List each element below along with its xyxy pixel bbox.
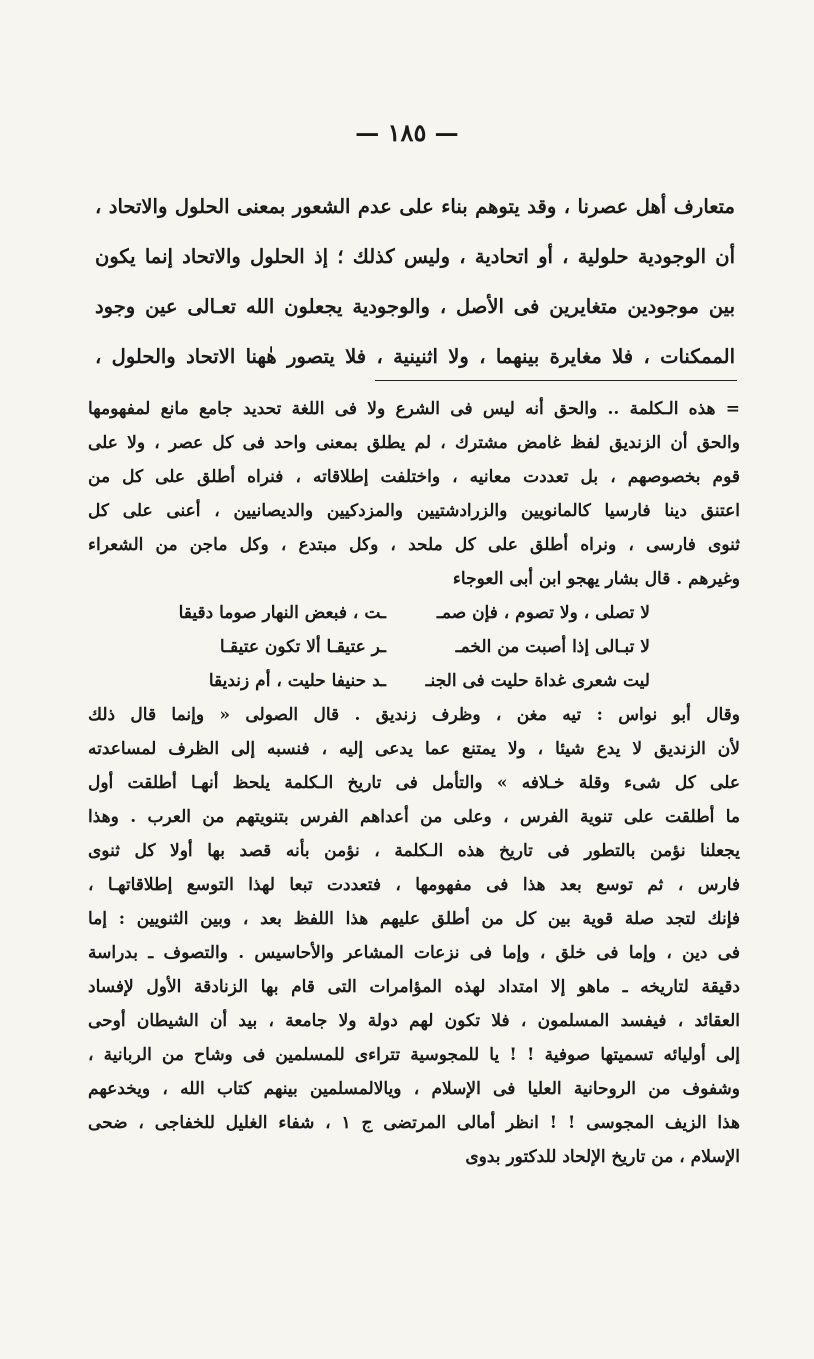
footnote-line: على كل شىء وقلة خـلافه » والتأمل فى تاريخ الـكلمة يلحظ أنهـا أطلقت أول	[88, 773, 740, 793]
main-text	[95, 182, 735, 382]
footnote-line: يجعلنا نؤمن بالتطور فى تاريخ هذه الـكلمة ، نؤمن بأنه قصد بها أولا كل ثنوى	[88, 841, 740, 861]
footnote-line: إلى أوليائه تسميتها صوفية ! ! يا للمجوسية تتراءى للمسلمين فى وشاح من الربانية ،	[88, 1045, 740, 1065]
main-text-line: أن الوجودية حلولية ، أو اتحادية ، وليس كذلك ؛ إذ الحلول والاتحاد إنما يكون	[95, 245, 735, 268]
footnote	[88, 392, 740, 1174]
footnote-line: فى دين ، وإما فى خلق ، وإما فى نزعات المشاعر والأحاسيس . والتصوف ـ بدراسة	[88, 943, 740, 963]
footnote-line: قوم بخصوصهم ، بل تعددت معانيه ، واختلفت إطلاقاته ، فنراه أطلق على كل من	[88, 467, 740, 487]
footnote-line: فإنك لتجد صلة قوية بين كل من أطلق عليهم هذا اللفظ بعد ، وبين الثنويين : إما	[88, 909, 740, 929]
footnote-line: وشفوف من الروحانية العليا فى الإسلام ، ويالالمسلمين بينهم كتاب الله ، ويخدعهم	[88, 1079, 740, 1099]
poem-second-hemistich: ـر عتيقـا ألا تكون عتيقـا	[219, 637, 386, 657]
poem-first-hemistich: لا تصلى ، ولا تصوم ، فإن صمـ	[436, 603, 650, 623]
poem-first-hemistich: لا تبـالى إذا أصبت من الخمـ	[455, 637, 650, 657]
footnote-divider	[375, 380, 737, 381]
footnote-line: لأن الزنديق لا يدع شيئا ، ولا يمتنع عما يدعى إليه ، فنسبه إلى الظرف لمساعدته	[88, 739, 740, 759]
poem-verse	[88, 664, 740, 698]
footnote-line: والحق أن الزنديق لفظ غامض مشترك ، لم يطلق بمعنى واحد فى كل عصر ، ولا على	[88, 433, 740, 453]
footnote-line: فارس ، ثم توسع بعد هذا فى مفهومها ، فتعددت تبعا لهذا التوسع إطلاقاتهـا ،	[88, 875, 740, 895]
poem-verse	[88, 596, 740, 630]
footnote-line: ثنوى فارسى ، ونراه أطلق على كل ملحد ، وكل مبتدع ، وكل ماجن من الشعراء	[88, 535, 740, 555]
footnote-line: اعتنق دينا فارسيا كالمانويين والزرادشتيين والمزدكيين والديصانيين ، أعنى على كل	[88, 501, 740, 521]
page-number: — ١٨٥ —	[355, 118, 459, 147]
main-text-line: الممكنات ، فلا مغايرة بينهما ، ولا اثنينية ، فلا يتصور هٰهنا الاتحاد والحلول ،	[95, 345, 735, 368]
footnote-line: العقائد ، فيفسد المسلمون ، فلا تكون لهم دولة ولا جامعة ، بيد أن الشيطان أوحى	[88, 1011, 740, 1031]
footnote-line: هذا الزيف المجوسى ! ! انظر أمالى المرتضى ج ١ ، شفاء الغليل للخفاجى ، ضحى	[88, 1113, 740, 1133]
poem-first-hemistich: ليت شعرى غداة حليت فى الجنـ	[425, 671, 650, 691]
footnote-line: الإسلام ، من تاريخ الإلحاد للدكتور بدوى	[465, 1147, 740, 1167]
footnote-line: = هذه الـكلمة .. والحق أنه ليس فى الشرع ولا فى اللغة تحديد جامع مانع لمفهومها	[88, 399, 740, 419]
poem-verse	[88, 630, 740, 664]
footnote-line: ما أطلقت على تنوية الفرس ، وعلى من أعداهم الفرس بتنويتهم من العرب . وهذا	[88, 807, 740, 827]
poem-second-hemistich: ـت ، فبعض النهار صوما دقيقا	[178, 603, 386, 623]
footnote-line: وقال أبو نواس : تيه مغن ، وظرف زنديق . قال الصولى « وإنما قال ذلك	[88, 705, 740, 725]
poem-second-hemistich: ـد حنيفا حليت ، أم زنديقا	[208, 671, 386, 691]
main-text-line: متعارف أهل عصرنا ، وقد يتوهم بناء على عدم الشعور بمعنى الحلول والاتحاد ،	[95, 195, 735, 218]
footnote-line: وغيرهم . قال بشار يهجو ابن أبى العوجاء	[452, 569, 740, 589]
main-text-line: بين موجودين متغايرين فى الأصل ، والوجودية يجعلون الله تعـالى عين وجود	[95, 295, 735, 318]
footnote-line: دقيقة لتاريخه ـ ماهو إلا امتداد لهذه المؤامرات التى قام بها الزنادقة الأول لإفساد	[88, 977, 740, 997]
